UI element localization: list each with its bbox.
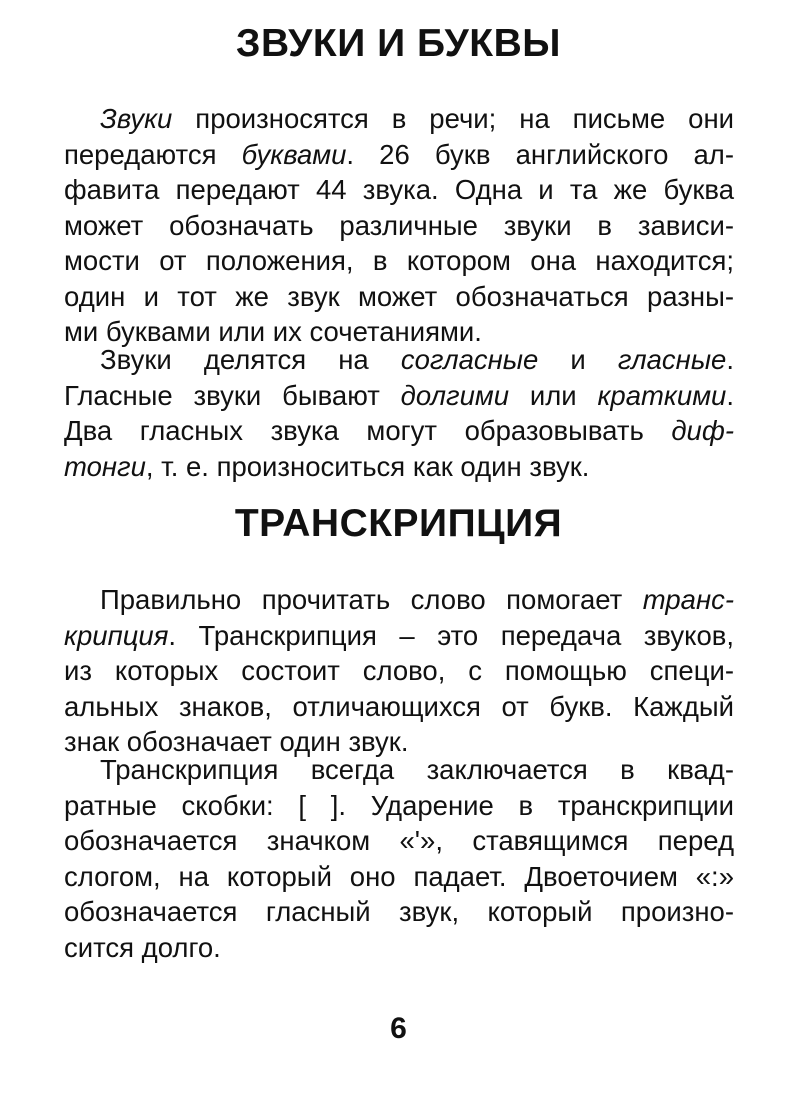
text-fragment: Гласные звуки бывают <box>64 379 401 411</box>
text-line <box>64 449 734 485</box>
text-fragment: Правильно прочитать слово помогает <box>100 584 643 615</box>
text-fragment: . <box>726 379 734 411</box>
text-fragment: и <box>538 344 618 375</box>
section-title-transcription: ТРАНСКРИПЦИЯ <box>234 502 563 545</box>
text-line: обозначается гласный звук, который произно- <box>64 896 734 927</box>
paragraph-transcription-intro <box>64 582 734 760</box>
text-line: из которых состоит слово, с помощью специ- <box>64 655 734 686</box>
text-fragment: передаются <box>64 138 242 170</box>
text-line: обозначается значком «ʹ», ставящимся перед <box>64 825 734 856</box>
section-title-sounds-and-letters: ЗВУКИ И БУКВЫ <box>236 22 561 65</box>
text-line: альных знаков, отличающихся от букв. Каждый <box>64 690 734 722</box>
text-fragment: . Транскрипция – это передача звуков, <box>168 619 734 651</box>
text-line <box>64 582 734 618</box>
text-line: сится долго. <box>64 931 221 963</box>
text-line <box>64 101 734 137</box>
text-line <box>64 342 734 378</box>
text-line: может обозначать различные звуки в зависи- <box>64 209 734 241</box>
italic-term: краткими <box>597 379 727 411</box>
italic-term: долгими <box>400 379 510 411</box>
italic-term: согласные <box>400 344 539 375</box>
text-fragment: . <box>726 344 734 375</box>
paragraph-vowels-consonants <box>64 342 734 484</box>
text-line <box>64 137 734 173</box>
paragraph-transcription-brackets <box>64 752 734 965</box>
text-fragment: , т. е. произноситься как один звук. <box>145 450 590 482</box>
text-line <box>64 413 734 449</box>
text-line: Транскрипция всегда заключается в квад- <box>100 754 734 785</box>
italic-term: гласные <box>617 344 727 375</box>
italic-term: крипция <box>64 619 169 651</box>
text-line: мости от положения, в котором она находится; <box>64 245 734 276</box>
text-line: один и тот же звук может обозначаться разны- <box>64 280 734 312</box>
text-line: ми буквами или их сочетаниями. <box>64 316 482 347</box>
text-fragment: Звуки делятся на <box>100 344 401 375</box>
italic-term: тонги <box>64 450 146 482</box>
text-line: слогом, на который оно падает. Двоеточием «:» <box>64 860 734 892</box>
text-line: фавита передают 44 звука. Одна и та же буква <box>64 174 734 205</box>
text-fragment: произносятся в речи; на письме они <box>172 103 734 134</box>
paragraph-sounds-intro <box>64 101 734 350</box>
text-fragment: Два гласных звука могут образовывать <box>64 415 672 446</box>
text-line: ратные скобки: [ ]. Ударение в транскрипции <box>64 789 734 821</box>
text-line <box>64 618 734 654</box>
italic-term: буквами <box>241 138 347 170</box>
text-fragment: или <box>509 379 598 411</box>
text-fragment: . 26 букв английского ал- <box>346 138 734 170</box>
text-line <box>64 378 734 414</box>
text-line: знак обозначает один звук. <box>64 726 409 757</box>
italic-term: Звуки <box>100 103 173 134</box>
italic-term: транс- <box>642 584 734 615</box>
italic-term: диф- <box>671 415 734 446</box>
page-number: 6 <box>390 1012 407 1045</box>
